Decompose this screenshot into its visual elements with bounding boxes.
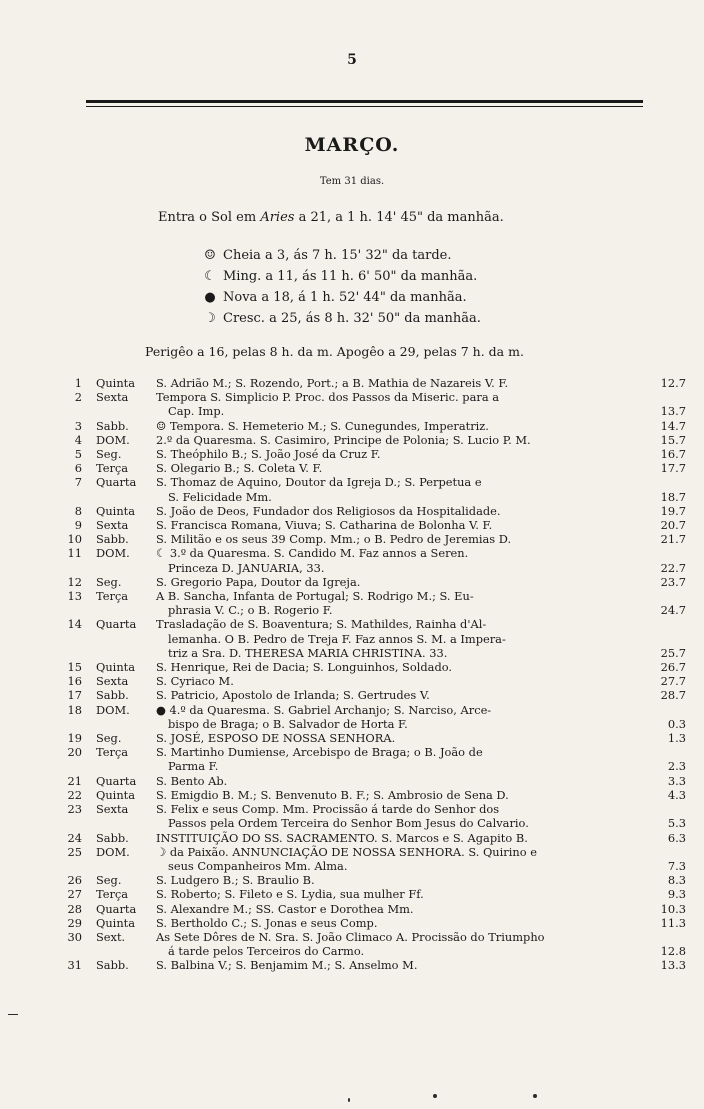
day-number: 25 xyxy=(67,844,82,859)
saints-line: Cap. Imp. xyxy=(168,404,225,419)
calendar-row xyxy=(62,475,686,503)
moon-time: 4.3 xyxy=(667,787,686,802)
day-number: 7 xyxy=(74,475,82,490)
day-number: 14 xyxy=(67,617,82,632)
saints-line: triz a Sra. D. THERESA MARIA CHRISTINA. 33. xyxy=(168,645,448,660)
saints-text xyxy=(156,788,650,802)
saints-line: S. Patricio, Apostolo de Irlanda; S. Gertrudes V. xyxy=(156,688,430,703)
weekday: Quinta xyxy=(96,660,136,675)
weekday: Sext. xyxy=(96,929,126,944)
moon-time: 14.7 xyxy=(660,418,686,433)
moon-phase-text: Cheia a 3, ás 7 h. 15' 32" da tarde. xyxy=(223,248,452,263)
moon-time: 8.3 xyxy=(667,873,686,888)
footer-dot xyxy=(433,1094,437,1098)
weekday: Quinta xyxy=(96,915,136,930)
saints-line: bispo de Braga; o B. Salvador de Horta F. xyxy=(168,716,408,731)
day-number: 15 xyxy=(67,660,82,675)
day-number: 28 xyxy=(67,901,82,916)
calendar-row xyxy=(62,376,686,390)
moon-time: 0.3 xyxy=(667,716,686,731)
moon-time: 13.7 xyxy=(660,404,686,419)
day-number: 2 xyxy=(74,390,82,405)
saints-line: S. Balbina V.; S. Benjamim M.; S. Anselmo M. xyxy=(156,958,418,973)
moon-time: 7.3 xyxy=(667,858,686,873)
moon-time: 3.3 xyxy=(667,773,686,788)
calendar-row xyxy=(62,461,686,475)
moon-time: 12.7 xyxy=(660,376,686,390)
moon-time: 13.3 xyxy=(660,958,686,973)
moon-time: 12.8 xyxy=(660,944,686,959)
footer-dot xyxy=(348,1098,350,1102)
moon-time: 6.3 xyxy=(667,830,686,845)
weekday: DOM. xyxy=(96,844,130,859)
weekday: Terça xyxy=(96,745,129,760)
calendar-row xyxy=(62,731,686,745)
day-number: 31 xyxy=(67,958,82,973)
saints-text xyxy=(156,674,650,688)
sun-entry-before: Entra o Sol em xyxy=(158,210,261,225)
moon-time: 26.7 xyxy=(660,660,686,675)
saints-line: S. Alexandre M.; SS. Castor e Dorothea Mm. xyxy=(156,901,414,916)
weekday: Quarta xyxy=(96,773,137,788)
saints-line: A B. Sancha, Infanta de Portugal; S. Rodrigo M.; S. Eu- xyxy=(156,589,474,604)
weekday: Seg. xyxy=(96,731,122,746)
saints-text xyxy=(156,390,650,418)
day-number: 4 xyxy=(74,432,82,447)
header-rule-thick xyxy=(86,100,643,103)
saints-text xyxy=(156,731,650,745)
saints-line: S. JOSÉ, ESPOSO DE NOSSA SENHORA. xyxy=(156,731,396,746)
calendar-row xyxy=(62,831,686,845)
day-number: 22 xyxy=(67,787,82,802)
calendar-row xyxy=(62,419,686,433)
saints-text xyxy=(156,532,650,546)
moon-time: 11.3 xyxy=(660,915,686,930)
saints-text xyxy=(156,546,650,574)
calendar-row xyxy=(62,958,686,972)
saints-text xyxy=(156,376,650,390)
day-number: 9 xyxy=(74,518,82,533)
weekday: Seg. xyxy=(96,873,122,888)
calendar-row xyxy=(62,902,686,916)
first-quarter-icon: ☽ xyxy=(204,311,216,326)
saints-line: INSTITUIÇÃO DO SS. SACRAMENTO. S. Marcos e S. Agapito B. xyxy=(156,830,528,845)
saints-line: S. Martinho Dumiense, Arcebispo de Braga; o B. João de xyxy=(156,745,483,760)
saints-line: S. Adrião M.; S. Rozendo, Port.; a B. Mathia de Nazareis V. F. xyxy=(156,376,509,390)
calendar-row xyxy=(62,617,686,660)
weekday: Sabb. xyxy=(96,688,129,703)
perigee-apogee: Perigêo a 16, pelas 8 h. da m. Apogêo a 29, pelas 7 h. da m. xyxy=(145,344,524,359)
day-number: 1 xyxy=(74,376,82,390)
weekday: Sabb. xyxy=(96,418,129,433)
day-number: 20 xyxy=(67,745,82,760)
weekday: Quinta xyxy=(96,503,136,518)
calendar-row xyxy=(62,745,686,773)
day-number: 18 xyxy=(67,702,82,717)
calendar-row xyxy=(62,433,686,447)
moon-time: 21.7 xyxy=(660,532,686,547)
moon-time: 23.7 xyxy=(660,574,686,589)
saints-line: lemanha. O B. Pedro de Treja F. Faz annos S. M. a Impera- xyxy=(168,631,506,646)
saints-text xyxy=(156,802,650,830)
weekday: Terça xyxy=(96,887,129,902)
saints-line: S. Gregorio Papa, Doutor da Igreja. xyxy=(156,574,361,589)
saints-line: S. João de Deos, Fundador dos Religiosos da Hospitalidade. xyxy=(156,503,501,518)
saints-text xyxy=(156,958,650,972)
day-number: 26 xyxy=(67,873,82,888)
saints-line: phrasia V. C.; o B. Rogerio F. xyxy=(168,603,333,618)
calendar-row xyxy=(62,660,686,674)
saints-text xyxy=(156,589,650,617)
moon-time: 22.7 xyxy=(660,560,686,575)
calendar-row xyxy=(62,802,686,830)
moon-time: 17.7 xyxy=(660,461,686,476)
moon-time: 15.7 xyxy=(660,432,686,447)
saints-line: 2.º da Quaresma. S. Casimiro, Principe de Polonia; S. Lucio P. M. xyxy=(156,432,531,447)
calendar-row xyxy=(62,788,686,802)
header-rule-thin xyxy=(86,106,643,107)
calendar-row xyxy=(62,845,686,873)
moon-time: 19.7 xyxy=(660,503,686,518)
saints-text xyxy=(156,419,650,433)
calendar-row xyxy=(62,887,686,901)
footer-dot xyxy=(533,1094,537,1098)
saints-line: á tarde pelos Terceiros do Carmo. xyxy=(168,944,365,959)
moon-phase-text: Cresc. a 25, ás 8 h. 32' 50" da manhãa. xyxy=(223,311,481,326)
weekday: DOM. xyxy=(96,432,130,447)
saints-line: S. Cyriaco M. xyxy=(156,674,234,689)
saints-line: S. Thomaz de Aquino, Doutor da Igreja D.; S. Perpetua e xyxy=(156,475,482,490)
moon-time: 16.7 xyxy=(660,447,686,462)
last-quarter-icon: ☾ xyxy=(204,269,216,284)
saints-line: Passos pela Ordem Terceira do Senhor Bom Jesus do Calvario. xyxy=(168,816,529,831)
weekday: Quarta xyxy=(96,901,137,916)
saints-line: Trasladação de S. Boaventura; S. Mathildes, Rainha d'Al- xyxy=(156,617,487,632)
saints-text xyxy=(156,447,650,461)
weekday: DOM. xyxy=(96,702,130,717)
weekday: Sexta xyxy=(96,802,129,817)
saints-line: S. Emigdio B. M.; S. Benvenuto B. F.; S. Ambrosio de Sena D. xyxy=(156,787,509,802)
saints-text xyxy=(156,774,650,788)
weekday: Terça xyxy=(96,589,129,604)
month-title: MARÇO. xyxy=(304,134,400,156)
day-number: 17 xyxy=(67,688,82,703)
saints-line: S. Olegario B.; S. Coleta V. F. xyxy=(156,461,323,476)
weekday: Sabb. xyxy=(96,532,129,547)
moon-time: 18.7 xyxy=(660,489,686,504)
day-number: 8 xyxy=(74,503,82,518)
saints-text xyxy=(156,887,650,901)
saints-line: S. Felicidade Mm. xyxy=(168,489,272,504)
saints-text xyxy=(156,703,650,731)
saints-text xyxy=(156,873,650,887)
saints-line: Tempora S. Simplicio P. Proc. dos Passos da Miseric. para a xyxy=(156,390,500,405)
saints-text xyxy=(156,518,650,532)
saints-text xyxy=(156,831,650,845)
calendar-row xyxy=(62,674,686,688)
moon-time: 1.3 xyxy=(667,731,686,746)
moon-phase xyxy=(203,245,481,266)
calendar-row xyxy=(62,873,686,887)
calendar-row xyxy=(62,916,686,930)
calendar-row xyxy=(62,504,686,518)
day-number: 30 xyxy=(67,929,82,944)
weekday: Sexta xyxy=(96,674,129,689)
moon-phase-text: Ming. a 11, ás 11 h. 6' 50" da manhãa. xyxy=(223,269,478,284)
saints-line: As Sete Dôres de N. Sra. S. João Climaco A. Procissão do Triumpho xyxy=(156,929,545,944)
margin-dash xyxy=(8,1014,18,1015)
moon-phases xyxy=(203,245,481,329)
sun-entry xyxy=(158,210,504,225)
moon-time: 28.7 xyxy=(660,688,686,703)
page-number: 5 xyxy=(347,52,357,68)
saints-line: ☾ 3.º da Quaresma. S. Candido M. Faz annos a Seren. xyxy=(156,546,469,561)
saints-text xyxy=(156,433,650,447)
saints-line: S. Roberto; S. Fileto e S. Lydia, sua mulher Ff. xyxy=(156,887,424,902)
saints-text xyxy=(156,504,650,518)
weekday: Terça xyxy=(96,461,129,476)
moon-phase xyxy=(203,308,481,329)
weekday: Quinta xyxy=(96,376,136,390)
saints-line: Parma F. xyxy=(168,759,219,774)
saints-line: S. Henrique, Rei de Dacia; S. Longuinhos, Soldado. xyxy=(156,660,453,675)
saints-text xyxy=(156,617,650,660)
weekday: Sabb. xyxy=(96,830,129,845)
calendar-row xyxy=(62,447,686,461)
saints-text xyxy=(156,916,650,930)
calendar-row xyxy=(62,546,686,574)
weekday: Quinta xyxy=(96,787,136,802)
calendar-row xyxy=(62,532,686,546)
day-number: 6 xyxy=(74,461,82,476)
saints-text xyxy=(156,845,650,873)
calendar-row xyxy=(62,589,686,617)
sun-entry-sign: Aries xyxy=(260,210,295,225)
saints-text xyxy=(156,575,650,589)
saints-line: Princeza D. JANUARIA, 33. xyxy=(168,560,325,575)
weekday: Sabb. xyxy=(96,958,129,973)
day-number: 12 xyxy=(67,574,82,589)
weekday: DOM. xyxy=(96,546,130,561)
moon-time: 2.3 xyxy=(667,759,686,774)
moon-phase xyxy=(203,266,481,287)
weekday: Seg. xyxy=(96,574,122,589)
moon-time: 20.7 xyxy=(660,518,686,533)
weekday: Sexta xyxy=(96,518,129,533)
saints-line: seus Companheiros Mm. Alma. xyxy=(168,858,348,873)
calendar-row xyxy=(62,930,686,958)
saints-line: ☽ da Paixão. ANNUNCIAÇÃO DE NOSSA SENHORA. S. Quirino e xyxy=(156,844,537,859)
moon-time: 24.7 xyxy=(660,603,686,618)
saints-text xyxy=(156,688,650,702)
day-number: 19 xyxy=(67,731,82,746)
moon-phase-text: Nova a 18, á 1 h. 52' 44" da manhãa. xyxy=(223,290,467,305)
day-number: 11 xyxy=(67,546,82,561)
day-number: 3 xyxy=(74,418,82,433)
moon-time: 9.3 xyxy=(667,887,686,902)
month-days: Tem 31 dias. xyxy=(319,176,385,187)
full-moon-icon: ☺ xyxy=(204,248,216,263)
day-number: 13 xyxy=(67,589,82,604)
saints-line: ● 4.º da Quaresma. S. Gabriel Archanjo; S. Narciso, Arce- xyxy=(156,702,492,717)
day-number: 21 xyxy=(67,773,82,788)
moon-phase xyxy=(203,287,481,308)
new-moon-icon: ● xyxy=(204,290,216,305)
saints-text xyxy=(156,902,650,916)
saints-text xyxy=(156,461,650,475)
weekday: Quarta xyxy=(96,475,137,490)
moon-time: 27.7 xyxy=(660,674,686,689)
saints-line: ☺ Tempora. S. Hemeterio M.; S. Cunegundes, Imperatriz. xyxy=(156,418,489,433)
saints-text xyxy=(156,745,650,773)
day-number: 24 xyxy=(67,830,82,845)
saints-line: S. Theóphilo B.; S. João José da Cruz F. xyxy=(156,447,381,462)
moon-time: 5.3 xyxy=(667,816,686,831)
weekday: Sexta xyxy=(96,390,129,405)
day-number: 10 xyxy=(67,532,82,547)
saints-line: S. Felix e seus Comp. Mm. Procissão á tarde do Senhor dos xyxy=(156,802,500,817)
calendar-row xyxy=(62,688,686,702)
saints-line: S. Bertholdo C.; S. Jonas e seus Comp. xyxy=(156,915,378,930)
saints-line: S. Francisca Romana, Viuva; S. Catharina de Bolonha V. F. xyxy=(156,518,493,533)
day-number: 29 xyxy=(67,915,82,930)
day-number: 5 xyxy=(74,447,82,462)
moon-time: 25.7 xyxy=(660,645,686,660)
calendar-row xyxy=(62,575,686,589)
sun-entry-after: a 21, a 1 h. 14' 45" da manhãa. xyxy=(294,210,504,225)
calendar-row xyxy=(62,703,686,731)
day-number: 23 xyxy=(67,802,82,817)
moon-time: 10.3 xyxy=(660,901,686,916)
saints-line: S. Ludgero B.; S. Braulio B. xyxy=(156,873,315,888)
calendar-row xyxy=(62,518,686,532)
saints-text xyxy=(156,930,650,958)
weekday: Seg. xyxy=(96,447,122,462)
calendar-table xyxy=(62,376,686,973)
saints-line: S. Militão e os seus 39 Comp. Mm.; o B. Pedro de Jeremias D. xyxy=(156,532,512,547)
day-number: 27 xyxy=(67,887,82,902)
saints-text xyxy=(156,660,650,674)
day-number: 16 xyxy=(67,674,82,689)
saints-line: S. Bento Ab. xyxy=(156,773,228,788)
calendar-row xyxy=(62,390,686,418)
saints-text xyxy=(156,475,650,503)
weekday: Quarta xyxy=(96,617,137,632)
calendar-row xyxy=(62,774,686,788)
